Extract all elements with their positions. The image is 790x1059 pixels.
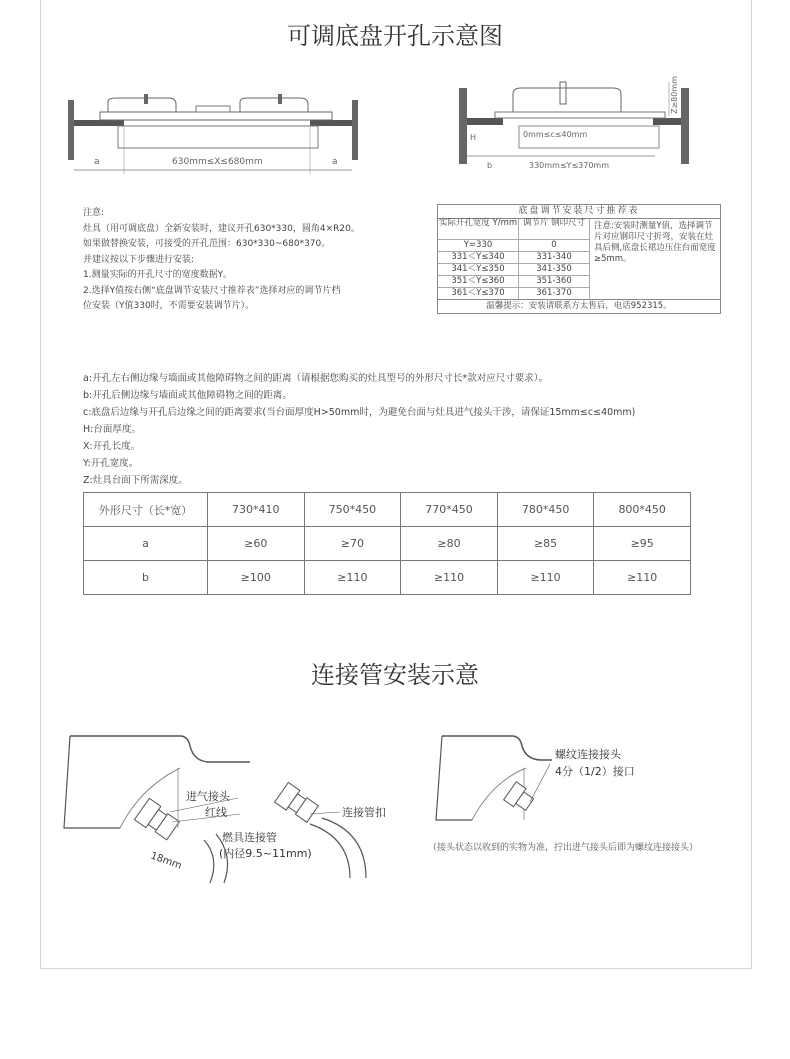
- table-cell: ≥110: [497, 561, 594, 595]
- col1-header: 实际开孔宽度 Y/mm: [438, 219, 519, 239]
- table-cell: 0: [519, 240, 590, 251]
- dim-a-left: a: [94, 157, 100, 167]
- definition-line: c:底盘后边缘与开孔后边缘之间的距离要求(当台面厚度H>50mm时，为避免台面与灶具进气接头干涉，请保证15mm≤c≤40mm): [83, 407, 636, 418]
- header-cell: 770*450: [401, 493, 498, 527]
- table-row: [84, 561, 691, 595]
- note-line: 1.测量实际的开孔尺寸的宽度数据Y。: [83, 270, 233, 280]
- table-cell: ≥100: [208, 561, 305, 595]
- label-hose: 燃具连接管: [222, 831, 277, 844]
- table-cell: Y=330: [438, 240, 519, 251]
- section-title-pipe: 连接管安装示意: [311, 661, 479, 689]
- definition-line: b:开孔后侧边缘与墙面或其他障碍物之间的距离。: [83, 390, 292, 401]
- table-cell: ≥110: [594, 561, 691, 595]
- page-title: 可调底盘开孔示意图: [287, 22, 503, 50]
- note-line: 并建议按以下步骤进行安装:: [83, 254, 195, 265]
- label-inlet: 进气接头: [186, 790, 230, 803]
- note-line: 注意:: [83, 208, 105, 218]
- table-cell: 331＜Y≤340: [438, 252, 519, 263]
- definition-line: Z:灶具台面下所需深度。: [83, 475, 188, 486]
- header-cell: 730*410: [208, 493, 305, 527]
- dim-x: 630mm≤X≤680mm: [172, 157, 263, 167]
- header-cell: 750*450: [304, 493, 401, 527]
- table-cell: 331-340: [519, 252, 590, 263]
- dim-a-right: a: [332, 157, 338, 167]
- table-header-row: [84, 493, 691, 527]
- dim-y: 330mm≤Y≤370mm: [529, 161, 610, 170]
- recommend-note: 注意:安装时测量Y值，选择调节片对应钢印尺寸折弯，安装在灶具后侧,底盘长裙边压住台面宽度≥5mm。: [594, 221, 716, 264]
- definition-line: Y:开孔宽度。: [83, 458, 139, 469]
- table-cell: a: [84, 527, 208, 561]
- size-table: [83, 492, 691, 595]
- note-line: 位安装（Y值330时，不需要安装调节片）。: [83, 301, 255, 311]
- label-thread-size: 4分（1/2）接口: [555, 765, 635, 778]
- note-line: 灶具（用可调底盘）全新安装时，建议开孔630*330，圆角4×R20。: [83, 223, 360, 234]
- label-hose-diameter: (内径9.5~11mm): [219, 847, 312, 860]
- table-cell: ≥70: [304, 527, 401, 561]
- header-cell: 800*450: [594, 493, 691, 527]
- header-cell: 外形尺寸（长*宽）: [84, 493, 208, 527]
- recommend-table-title: 底盘调节安装尺寸推荐表: [438, 205, 720, 219]
- table-cell: ≥85: [497, 527, 594, 561]
- table-cell: 361-370: [519, 288, 590, 299]
- install-notes: [83, 206, 360, 315]
- table-cell: 341＜Y≤350: [438, 264, 519, 275]
- table-cell: ≥110: [401, 561, 498, 595]
- label-thread: 螺纹连接接头: [555, 748, 621, 761]
- table-cell: 351＜Y≤360: [438, 276, 519, 287]
- definition-line: X:开孔长度。: [83, 441, 141, 452]
- cutout-side-diagram: [455, 76, 705, 176]
- dim-h: H: [470, 133, 477, 142]
- table-cell: b: [84, 561, 208, 595]
- cutout-front-diagram: [60, 90, 370, 180]
- recommend-footer: 温馨提示：安装请联系方太售后，电话952315。: [438, 299, 720, 313]
- definitions: [83, 370, 635, 489]
- label-nut: 连接管扣: [342, 806, 386, 819]
- note-line: 如果做替换安装，可接受的开孔范围：630*330~680*370。: [83, 239, 331, 249]
- table-row: [84, 527, 691, 561]
- table-cell: 341-350: [519, 264, 590, 275]
- col2-header: 调节片 钢印尺寸: [519, 219, 590, 239]
- header-cell: 780*450: [497, 493, 594, 527]
- dim-z: Z≥80mm: [670, 76, 679, 114]
- dim-c: 0mm≤c≤40mm: [523, 130, 588, 139]
- definition-line: H:台面厚度。: [83, 424, 141, 435]
- recommend-table: [437, 204, 721, 314]
- table-cell: ≥80: [401, 527, 498, 561]
- definition-line: a:开孔左右侧边缘与墙面或其他障碍物之间的距离（请根据您购买的灶具型号的外形尺寸长*款对应尺寸要求）。: [83, 373, 549, 384]
- dim-18mm: 18mm: [148, 850, 184, 872]
- dim-b: b: [487, 161, 493, 170]
- note-line: 2.选择Y值按右侧“底盘调节安装尺寸推荐表”选择对应的调节片档: [83, 285, 341, 296]
- table-cell: ≥95: [594, 527, 691, 561]
- label-redline: 红线: [205, 806, 227, 819]
- table-cell: ≥60: [208, 527, 305, 561]
- table-cell: ≥110: [304, 561, 401, 595]
- table-cell: 351-360: [519, 276, 590, 287]
- table-cell: 361＜Y≤370: [438, 288, 519, 299]
- pipe-caption: （接头状态以收到的实物为准，拧出进气接头后即为螺纹连接接头）: [428, 843, 699, 853]
